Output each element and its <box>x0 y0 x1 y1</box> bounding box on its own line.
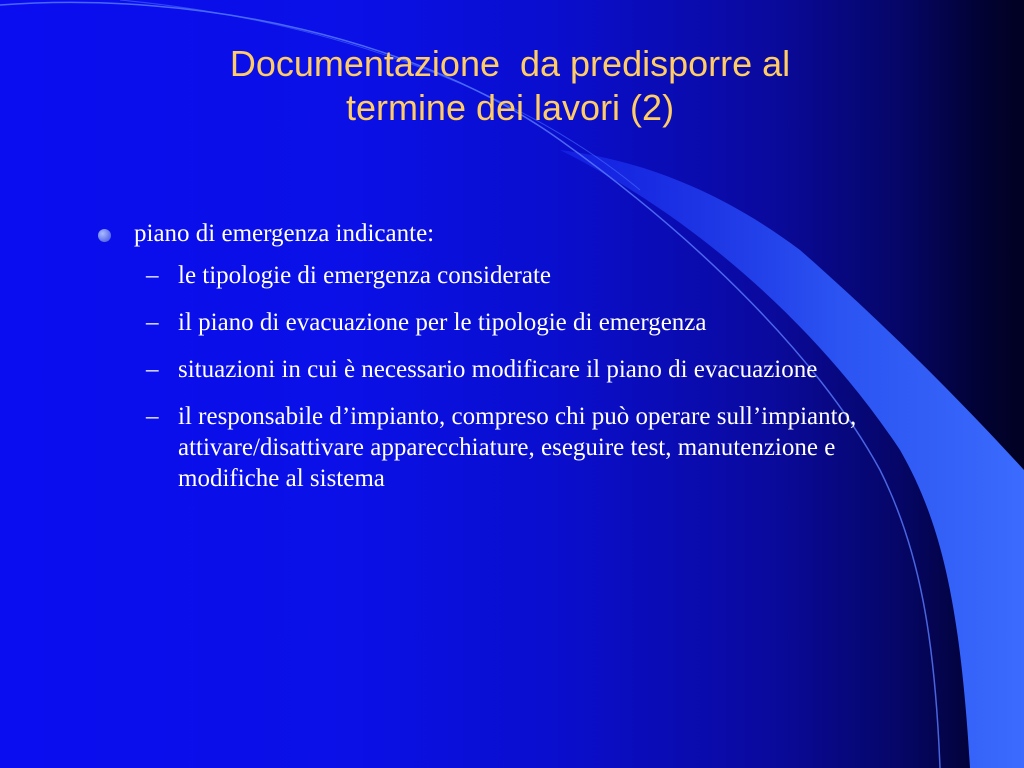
dash-icon: – <box>146 262 159 289</box>
bullet-dot-icon <box>98 229 111 242</box>
sub-item-text: le tipologie di emergenza considerate <box>178 262 551 289</box>
dash-icon: – <box>146 356 159 383</box>
bullet-text: piano di emergenza indicante: <box>134 220 435 247</box>
dash-icon: – <box>146 309 159 336</box>
sub-item-2 <box>96 307 926 338</box>
sub-item-1 <box>96 260 926 291</box>
sub-item-text: il responsabile d’impianto, compreso chi può operare sull’impianto, attivare/disattivare apparecchiature, eseguire test, manutenzione e modifiche al sistema <box>178 403 857 492</box>
title-line-2: termine dei lavori (2) <box>345 87 675 128</box>
sub-item-text: il piano di evacuazione per le tipologie di emergenza <box>178 309 707 336</box>
sub-item-4 <box>96 401 926 494</box>
sub-item-3 <box>96 354 926 385</box>
page-title <box>100 42 920 130</box>
sub-item-text: situazioni in cui è necessario modificare il piano di evacuazione <box>178 356 818 383</box>
dash-icon: – <box>146 403 159 430</box>
title-line-1: Documentazione da predisporre al <box>229 43 791 84</box>
slide-content <box>96 214 926 510</box>
bullet-item <box>96 214 926 254</box>
